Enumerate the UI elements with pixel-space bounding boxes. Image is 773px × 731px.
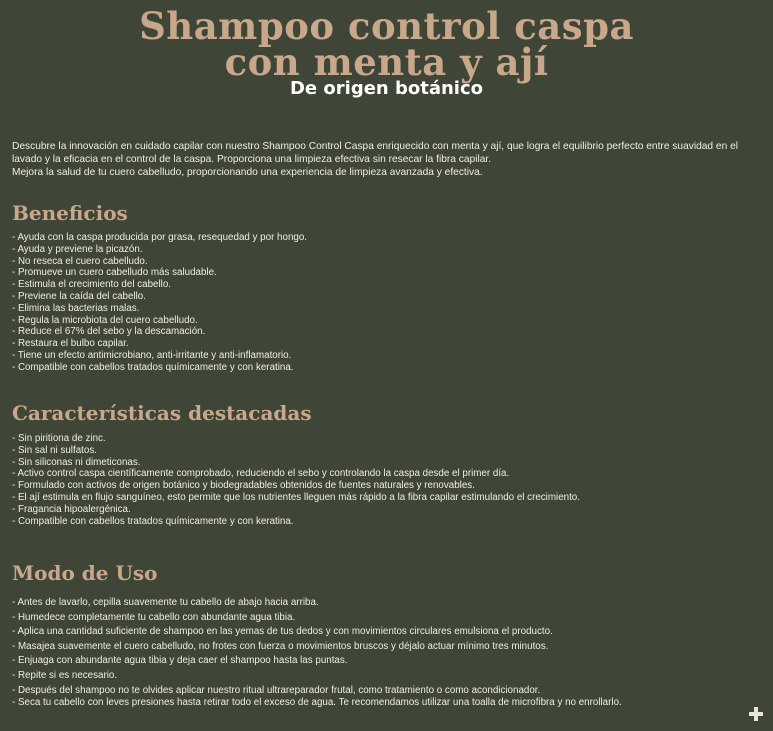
beneficios-list	[12, 232, 307, 374]
list-item: - Ayuda y previene la picazón.	[12, 244, 307, 256]
list-item: - Sin piritiona de zinc.	[12, 433, 580, 445]
list-item: - Compatible con cabellos tratados químicamente y con keratina.	[12, 516, 580, 528]
list-item: - Sin sal ni sulfatos.	[12, 445, 580, 457]
page-title-line-1: Shampoo control caspa	[139, 4, 634, 48]
list-item: - Humedece completamente tu cabello con abundante agua tibia.	[12, 611, 680, 626]
list-item: - Previene la caída del cabello.	[12, 291, 307, 303]
intro-paragraph-2: Mejora la salud de tu cuero cabelludo, proporcionando una experiencia de limpieza avanzada y efectiva.	[12, 167, 483, 178]
intro-paragraph-1: Descubre la innovación en cuidado capilar con nuestro Shampoo Control Caspa enriquecido con menta y ají, que logra el equilibrio perfecto entre suavidad en el lavado y la eficacia en el control de la caspa. Proporciona una limpieza efectiva sin resecar la fibra capilar.	[12, 141, 739, 165]
list-item: - Reduce el 67% del sebo y la descamación.	[12, 326, 307, 338]
list-item: - Activo control caspa científicamente comprobado, reduciendo el sebo y controlando la caspa desde el primer día.	[12, 468, 580, 480]
modo-de-uso-heading: Modo de Uso	[12, 561, 158, 585]
list-item: - El ají estimula en flujo sanguíneo, esto permite que los nutrientes lleguen más rápido a la fibra capilar estimulando el crecimiento.	[12, 492, 580, 504]
modo-de-uso-list	[12, 596, 680, 708]
list-item: - Enjuaga con abundante agua tibia y deja caer el shampoo hasta las puntas.	[12, 654, 680, 669]
list-item: - Ayuda con la caspa producida por grasa, resequedad y por hongo.	[12, 232, 307, 244]
page-subtitle: De origen botánico	[289, 78, 484, 99]
list-item: - Repite si es necesario.	[12, 669, 680, 684]
list-item: - Compatible con cabellos tratados químicamente y con keratina.	[12, 362, 307, 374]
plus-icon[interactable]	[749, 707, 763, 721]
list-item: - Estimula el crecimiento del cabello.	[12, 279, 307, 291]
list-item: - Después del shampoo no te olvides aplicar nuestro ritual ultrareparador frutal, como tratamiento o como acondicionador.	[12, 684, 680, 699]
beneficios-heading: Beneficios	[12, 201, 128, 225]
list-item: - Regula la microbiota del cuero cabelludo.	[12, 315, 307, 327]
list-item: - Formulado con activos de origen botánico y biodegradables obtenidos de fuentes naturales y renovables.	[12, 480, 580, 492]
list-item: - Antes de lavarlo, cepilla suavemente tu cabello de abajo hacia arriba.	[12, 596, 680, 611]
list-item: - Seca tu cabello con leves presiones hasta retirar todo el exceso de agua. Te recomendamos utilizar una toalla de microfibra y no enrollarlo.	[12, 698, 680, 708]
list-item: - Promueve un cuero cabelludo más saludable.	[12, 267, 307, 279]
list-item: - Restaura el bulbo capilar.	[12, 338, 307, 350]
intro-text	[12, 140, 764, 179]
list-item: - No reseca el cuero cabelludo.	[12, 256, 307, 268]
caracteristicas-heading: Características destacadas	[12, 401, 312, 425]
list-item: - Elimina las bacterias malas.	[12, 303, 307, 315]
list-item: - Tiene un efecto antimicrobiano, anti-irritante y anti-inflamatorio.	[12, 350, 307, 362]
list-item: - Fragancia hipoalergénica.	[12, 504, 580, 516]
page-title-line-2: con menta y ají	[224, 40, 549, 84]
list-item: - Masajea suavemente el cuero cabelludo, no frotes con fuerza o movimientos bruscos y déjalo actuar mínimo tres minutos.	[12, 640, 680, 655]
list-item: - Sin siliconas ni dimeticonas.	[12, 457, 580, 469]
caracteristicas-list	[12, 433, 580, 527]
list-item: - Aplica una cantidad suficiente de shampoo en las yemas de tus dedos y con movimientos circulares emulsiona el producto.	[12, 625, 680, 640]
